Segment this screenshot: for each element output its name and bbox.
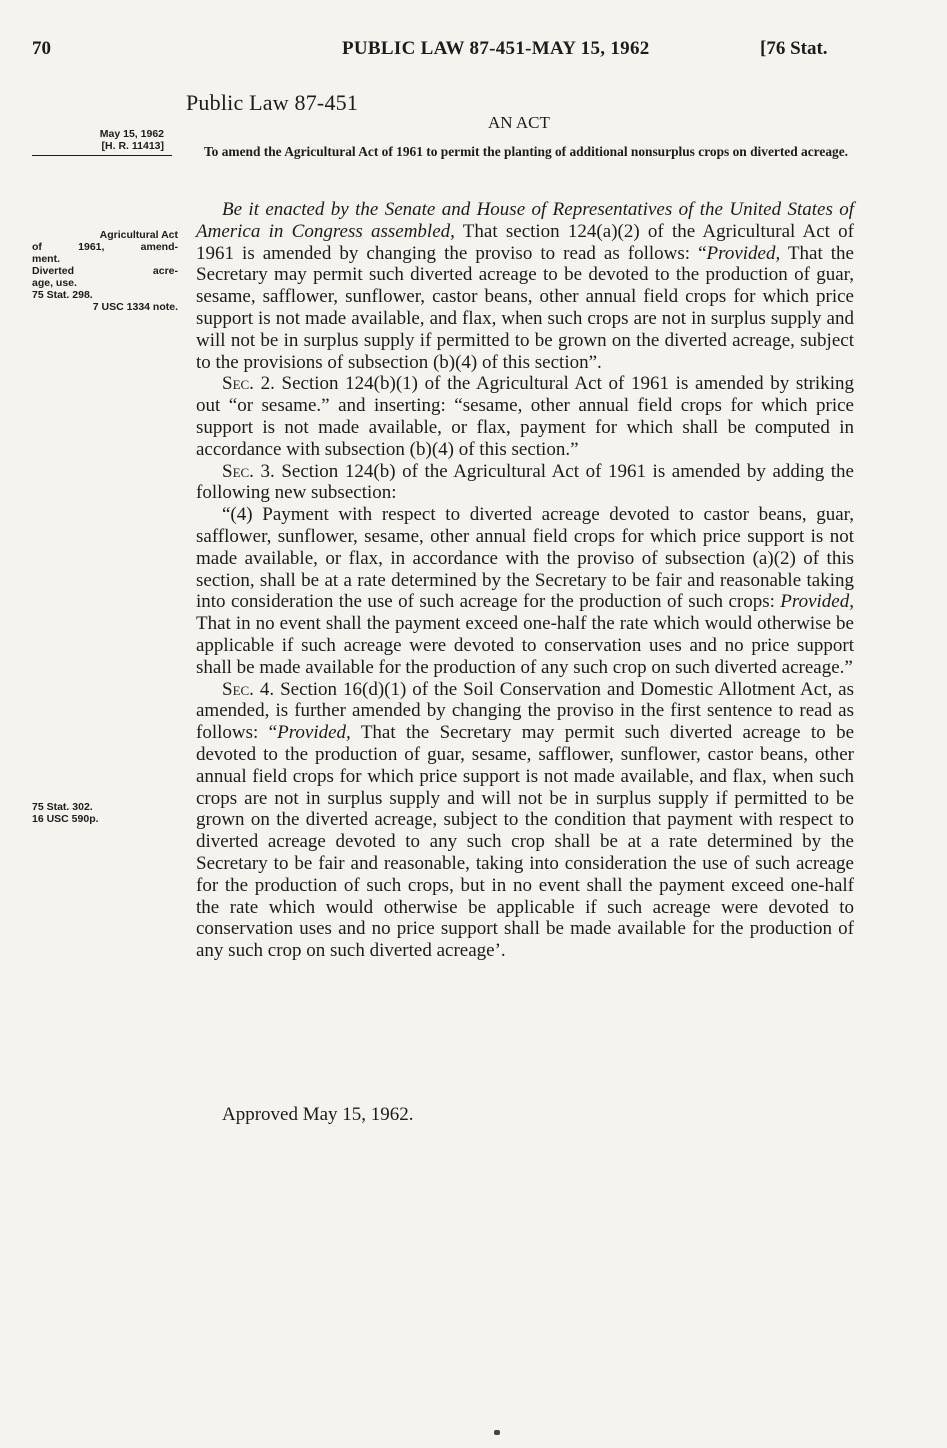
approval-date: Approved May 15, 1962. [222, 1104, 414, 1125]
act-purpose: To amend the Agricultural Act of 1961 to permit the planting of additional nonsurplus crops on diverted acreage. [203, 144, 848, 159]
an-act-label: AN ACT [488, 113, 550, 132]
margin-date: May 15, 1962 [99, 128, 164, 140]
page-number: 70 [32, 38, 51, 59]
ink-smudge [494, 1430, 500, 1435]
margin-note-line: Agricultural Act [99, 229, 178, 241]
margin-note-line: 75 Stat. 298. [32, 289, 93, 301]
margin-date-block [32, 128, 172, 156]
header-title: PUBLIC LAW 87-451-MAY 15, 1962 [342, 38, 650, 59]
subsection-4-quote [196, 504, 854, 678]
running-header [32, 38, 852, 68]
section-1-text: That section 124(a)(2) of the Agricultural Act of 1961 is amended by changing the proviso to read as follows: “ [196, 220, 854, 264]
act-body [196, 199, 854, 962]
subsection-4-tail: That in no event shall the payment exceed one-half the rate which would otherwise be applicable if such acreage were devoted to conservation uses and no price support shall be made available for the production of any such crop on such diverted acreage.” [196, 613, 854, 678]
section-4-text: Section 16(d)(1) of the Soil Conservation and Domestic Allotment Act, as amended, is further amended by changing the proviso in the first sentence to read as follows: “ [196, 678, 854, 744]
margin-note-line: 16 USC 590p. [32, 813, 99, 825]
section-3-label: Sec. 3. [222, 460, 275, 482]
section-4-tail: That the Secretary may permit such diverted acreage to be devoted to the production of guar, sesame, safflower, sunflower, castor beans, other annual field crops for which price support is not made available, and flax, when such crops are not in surplus supply and will not be in surplus supply if permitted to be grown on the diverted acreage, subject to the condition that payment with respect to diverted acreage devoted to any such crop shall be at a rate determined by the Secretary to be fair and reasonable, taking into consideration the use of such acreage for the production of such crops, but in no event shall the payment exceed one-half the rate which would otherwise be applicable if such acreage were devoted to conservation uses and no price support shall be made available for the production of any such crop on such diverted acreage’. [196, 722, 855, 962]
margin-bill: [H. R. 11413] [101, 140, 164, 152]
section-1-tail: That the Secretary may permit such diverted acreage to be devoted to the production of guar, sesame, safflower, sunflower, castor beans, other annual field crops for which price support is not made available, and flax, when such crops are not in surplus supply and will not be in surplus supply if permitted to be grown on the diverted acreage, subject to the provisions of subsection (b)(4) of this section”. [196, 242, 854, 373]
section-2-label: Sec. 2. [222, 373, 275, 395]
margin-notes-2 [32, 801, 178, 825]
section-2-text: Section 124(b)(1) of the Agricultural Act of 1961 is amended by striking out “or sesame.” and inserting: “sesame, other annual field crops for which price support is not made available, or flax, payment for which shall be computed in accordance with subsection (b)(4) of this section.” [196, 373, 854, 460]
margin-note-line: Diverted acre- [32, 265, 178, 277]
subsection-4-text: “(4) Payment with respect to diverted acreage devoted to castor beans, guar, safflower, sunflower, sesame, other annual field crops for which price support is not made available, or flax, in accordance with the proviso of subsection (a)(2) of this section, shall be at a rate determined by the Secretary to be fair and reasonable taking into consideration the use of such acreage for the production of such crops: [196, 504, 854, 613]
provided-word: Provided, [780, 591, 854, 613]
public-law-label: Public Law 87-451 [186, 90, 359, 115]
enacting-clause [196, 199, 854, 373]
margin-rule [32, 155, 172, 156]
margin-notes-1 [32, 229, 178, 313]
section-3 [196, 461, 854, 505]
margin-note-line: 75 Stat. 302. [32, 801, 93, 813]
margin-note-line: ment. [32, 253, 61, 265]
section-4 [196, 679, 854, 962]
section-3-text: Section 124(b) of the Agricultural Act of 1961 is amended by adding the following new subsection: [196, 460, 854, 504]
section-4-label: Sec. 4. [222, 678, 275, 700]
provided-word: Provided, [706, 242, 781, 264]
section-2 [196, 373, 854, 460]
header-stat: [76 Stat. [760, 38, 828, 59]
margin-note-line: of 1961, amend- [32, 241, 178, 253]
enacting-formula: Be it enacted by the Senate and House of Representatives of the United States of America in Congress assembled, [196, 199, 854, 242]
provided-word: Provided, [277, 722, 351, 744]
margin-note-line: age, use. [32, 277, 77, 289]
margin-note-line: 7 USC 1334 note. [92, 301, 178, 313]
